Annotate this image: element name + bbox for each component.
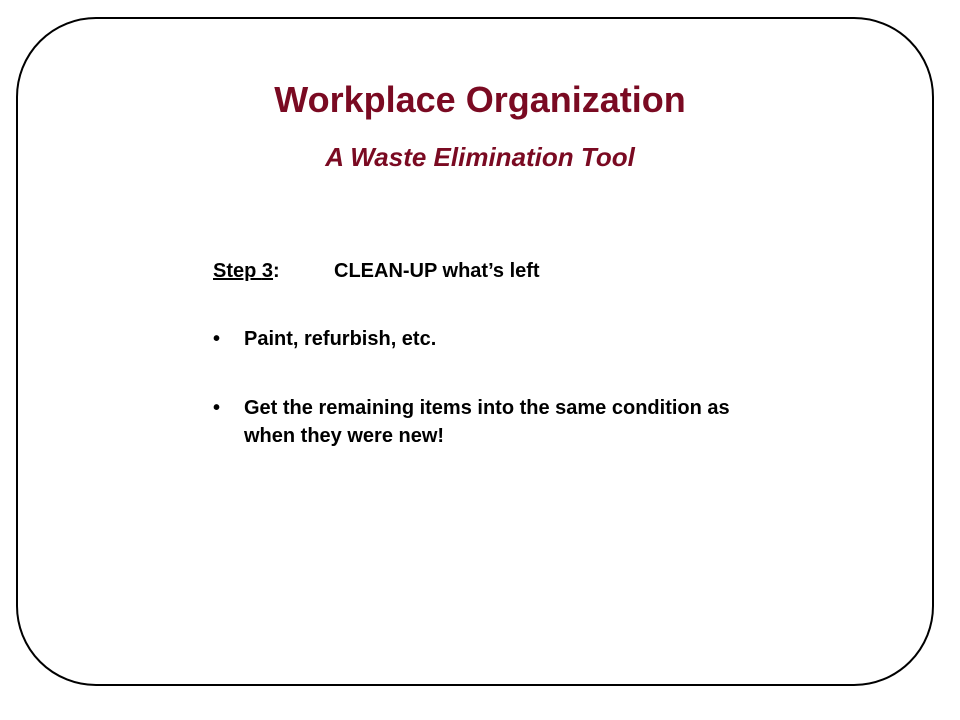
step-heading xyxy=(213,257,540,285)
bullet-icon: • xyxy=(213,397,221,419)
bullet-text: Get the remaining items into the same condition as when they were new! xyxy=(244,397,730,447)
slide-title: Workplace Organization xyxy=(274,79,686,120)
bullet-text: Paint, refurbish, etc. xyxy=(244,328,437,350)
step-text: CLEAN-UP what’s left xyxy=(334,260,540,282)
step-label: Step xyxy=(213,260,262,282)
step-colon: : xyxy=(273,260,280,282)
slide-subtitle: A Waste Elimination Tool xyxy=(325,142,635,172)
bullet-icon: • xyxy=(213,328,221,350)
step-number: 3 xyxy=(261,260,274,282)
